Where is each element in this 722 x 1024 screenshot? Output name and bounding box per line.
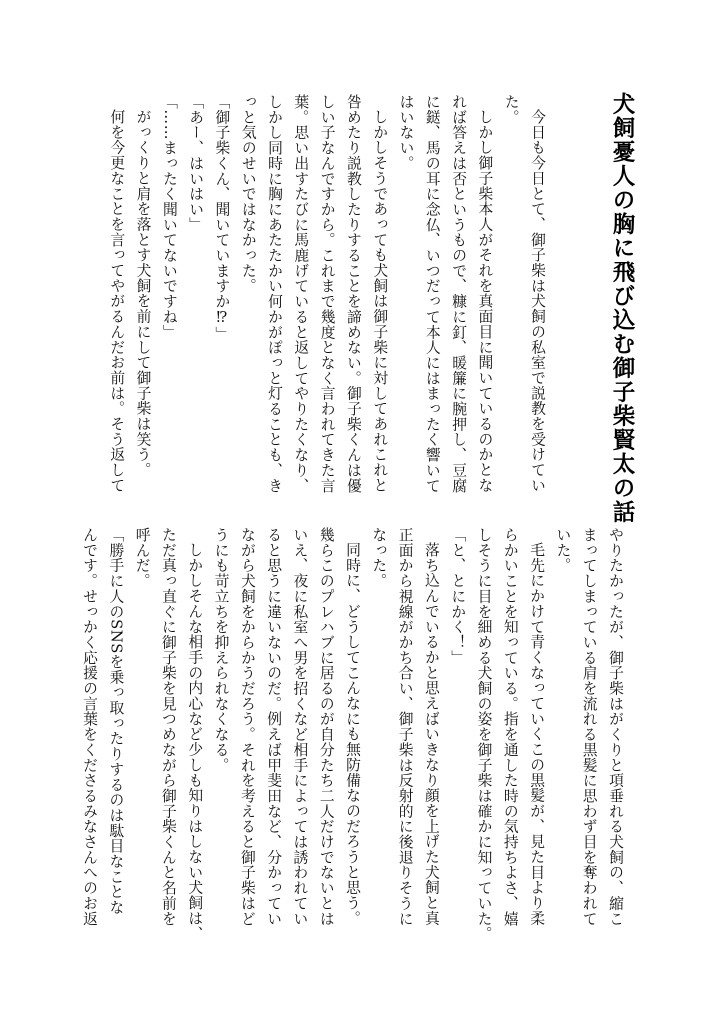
text-line: しかし同時に胸にあたたかい何かがぽっと灯ることも、き xyxy=(266,94,284,494)
text-line: 「と、とにかく！」 xyxy=(449,527,467,666)
text-line: 「御子柴くん、聞いていますか⁉」 xyxy=(213,94,231,342)
text-line: しかし御子柴本人がそれを真面目に聞いているのかとな xyxy=(476,108,494,493)
text-line: しかしそうであっても犬飼は御子柴に対してあれこれと xyxy=(371,108,389,493)
story-title: 犬飼憂人の胸に飛び込む御子柴賢太の話 xyxy=(609,92,635,524)
text-line: しい子なんですから。これまで幾度となく言われてきた言 xyxy=(318,94,336,494)
text-line: 「あー、はいはい」 xyxy=(187,94,205,233)
text-line: やりたかったが、御子柴はがくりと項垂れる犬飼の、縮こ xyxy=(607,527,624,927)
text-line: しそうに目を細める犬飼の姿を御子柴は確かに知っていた。 xyxy=(475,527,493,942)
text-line: た。 xyxy=(502,94,520,125)
text-line: 呼んだ。 xyxy=(133,527,151,589)
text-line: まってしまっている肩を流れる黒髪に思わず目を奪われて xyxy=(580,527,598,927)
text-line: なった。 xyxy=(370,527,388,589)
text-line: ると思うに違いないのだ。例えば甲斐田など、分かってい xyxy=(265,527,283,927)
lower-text-block xyxy=(81,527,628,947)
text-line: ただ真っ直ぐに御子柴を見つめながら御子柴くんと名前を xyxy=(159,527,177,927)
text-line: っと気のせいではなかった。 xyxy=(239,94,257,294)
text-line: 咎めたり説教したりすることを諦めない。御子柴くんは優 xyxy=(344,94,362,494)
text-line: んです。せっかく応援の言葉をくださるみなさんへのお返 xyxy=(81,527,99,927)
text-line: れば答えは否というもので、糠に釘、暖簾に腕押し、豆腐 xyxy=(450,94,468,494)
text-line: ながら犬飼をからかうだろう。それを考えると御子柴はど xyxy=(238,527,256,927)
text-line: に鎹、馬の耳に念仏、いつだって本人にはまったく響いて xyxy=(423,94,441,494)
text-line: 落ち込んでいるかと思えばいきなり顔を上げた犬飼と真 xyxy=(422,541,440,926)
text-line: 「……まったく聞いてないですね」 xyxy=(160,94,178,340)
text-line: はいない。 xyxy=(397,94,415,171)
text-line: 幾らこのプレハブに居るのが自分たち二人だけでないとは xyxy=(317,527,335,927)
text-line: いえ、夜に私室へ男を招くなど相手によっては誘われてい xyxy=(291,527,309,927)
text-line: 正面から視線がかち合い、御子柴は反射的に後退りそうに xyxy=(396,527,414,927)
text-line: うにも苛立ちを抑えられなくなる。 xyxy=(212,527,230,773)
text-line: いた。 xyxy=(554,527,572,574)
text-line: 葉。思い出すたびに馬鹿げていると返してやりたくなり、 xyxy=(292,94,310,494)
text-line: しかしそんな相手の内心など少しも知りはしない犬飼は、 xyxy=(186,541,204,941)
text-line: 毛先にかけて青くなっていくこの黒髪が、見た目より柔 xyxy=(528,541,546,926)
text-line: 今日も今日とて、御子柴は犬飼の私室で説教を受けてい xyxy=(529,108,546,493)
text-line: らかいことを知っている。指を通した時の気持ちよさ、嬉 xyxy=(501,527,519,927)
text-line: 「勝手に人のSNSを乗っ取ったりするのは駄目なことな xyxy=(107,527,125,915)
text-line: 何を今更なことを言ってやがるんだお前は。そう返して xyxy=(108,108,126,493)
text-line: 同時に、どうしてこんなにも無防備なのだろうと思う。 xyxy=(344,541,362,926)
text-line: がっくりと肩を落とす犬飼を前にして御子柴は笑う。 xyxy=(134,108,152,478)
upper-text-block xyxy=(88,94,550,514)
